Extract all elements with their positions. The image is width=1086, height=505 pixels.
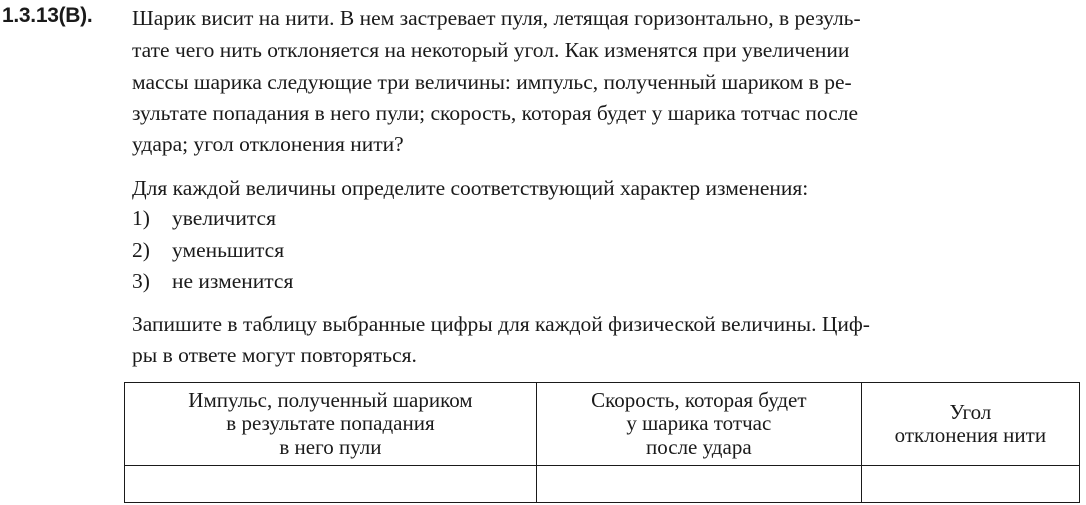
answer-cell-speed[interactable] xyxy=(536,466,861,503)
option-number: 3) xyxy=(132,269,150,293)
problem-text-line: массы шарика следующие три величины: импульс, полученный шариком в ре- xyxy=(132,70,852,94)
table-instruction-line: Запишите в таблицу выбранные цифры для каждой физической величины. Циф- xyxy=(132,312,870,336)
option-item xyxy=(132,208,276,230)
problem-text-line: удара; угол отклонения нити? xyxy=(132,132,404,156)
option-number: 2) xyxy=(132,238,150,262)
instruction-text: Для каждой величины определите соответствующий характер изменения: xyxy=(132,176,809,200)
option-label: увеличится xyxy=(172,206,276,230)
answer-cell-momentum[interactable] xyxy=(125,466,537,503)
header-line: у шарика тотчас xyxy=(626,411,772,436)
header-momentum xyxy=(125,383,537,466)
header-line: отклонения нити xyxy=(894,423,1047,447)
option-item xyxy=(132,240,284,262)
problem-text-line: Шарик висит на нити. В нем застревает пуля, летящая горизонтально, в резуль- xyxy=(132,6,861,30)
header-line: Скорость, которая будет xyxy=(591,388,807,413)
option-label: уменьшится xyxy=(172,238,285,262)
option-item xyxy=(132,271,293,293)
option-number: 1) xyxy=(132,206,150,230)
answer-cell-angle[interactable] xyxy=(861,466,1079,503)
header-line: в результате попадания xyxy=(226,411,435,436)
answer-table xyxy=(124,382,1080,503)
table-answer-row xyxy=(125,466,1080,503)
table-instruction-line: ры в ответе могут повторяться. xyxy=(132,343,417,367)
header-line: после удара xyxy=(646,434,752,459)
header-line: Импульс, полученный шариком xyxy=(188,388,473,413)
problem-text-line: тате чего нить отклоняется на некоторый угол. Как изменятся при увеличении xyxy=(132,38,850,62)
header-speed xyxy=(536,383,861,466)
problem-number: 1.3.13(В). xyxy=(2,4,93,27)
header-angle xyxy=(861,383,1079,466)
header-line: в него пули xyxy=(279,434,382,459)
table-header-row xyxy=(125,383,1080,466)
header-line: Угол xyxy=(949,399,992,424)
problem-text-line: зультате попадания в него пули; скорость, которая будет у шарика тотчас после xyxy=(132,101,859,125)
option-label: не изменится xyxy=(172,269,294,293)
